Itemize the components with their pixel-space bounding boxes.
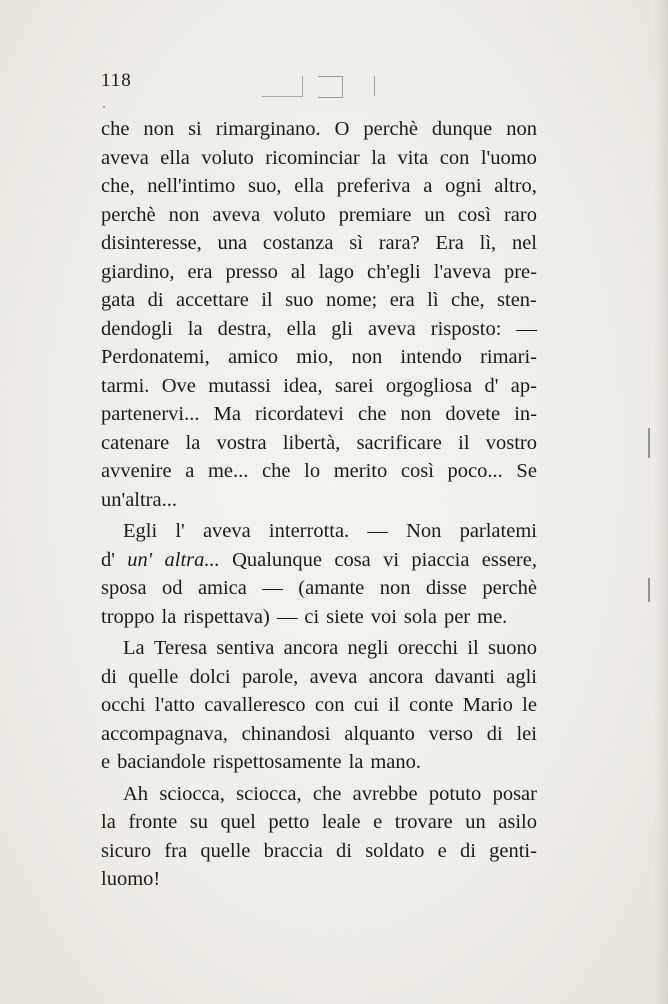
word: pre- bbox=[503, 260, 537, 283]
word: vostra bbox=[216, 431, 267, 454]
word: avrebbe bbox=[352, 782, 418, 805]
word: asilo bbox=[498, 811, 537, 833]
word: non bbox=[351, 346, 383, 368]
text-line bbox=[101, 837, 537, 866]
word: merito bbox=[333, 460, 388, 482]
word: quel bbox=[220, 811, 256, 833]
word: nome; bbox=[326, 289, 378, 311]
word: che, bbox=[101, 175, 135, 197]
word: vostro bbox=[485, 431, 537, 454]
word: che bbox=[312, 782, 342, 805]
word: e bbox=[373, 811, 383, 833]
word: un bbox=[424, 203, 445, 226]
word: dunque bbox=[431, 118, 493, 140]
page-edge-shadow bbox=[654, 0, 668, 1004]
word: Ma bbox=[213, 403, 241, 425]
word: giardino, bbox=[101, 260, 175, 283]
word: mano. bbox=[370, 751, 422, 773]
word: baciandole bbox=[117, 751, 206, 773]
word: mio, bbox=[296, 346, 334, 368]
word: fra bbox=[164, 839, 188, 862]
word: l' bbox=[175, 520, 185, 542]
text-line bbox=[101, 343, 537, 372]
body-text bbox=[101, 115, 537, 894]
word: la bbox=[371, 146, 387, 169]
word: ella bbox=[160, 146, 190, 169]
text-line bbox=[101, 486, 537, 515]
word: dolci bbox=[189, 665, 231, 688]
word: di bbox=[101, 665, 117, 688]
word: fronte bbox=[128, 811, 178, 833]
text-line bbox=[101, 144, 537, 173]
word: amico bbox=[227, 346, 279, 368]
text-line bbox=[101, 748, 537, 777]
word: partenervi... bbox=[101, 403, 200, 425]
text-line bbox=[101, 691, 537, 720]
word: l'atto bbox=[154, 694, 195, 716]
word: disinteresse, bbox=[101, 232, 202, 254]
text-line bbox=[101, 603, 537, 632]
word: vi bbox=[383, 548, 400, 571]
word: idea, bbox=[283, 374, 323, 397]
word: accompagnava, bbox=[101, 722, 228, 745]
word: a bbox=[423, 175, 433, 197]
text-line bbox=[101, 115, 537, 144]
word: un'altra... bbox=[101, 488, 177, 511]
word: premiare bbox=[338, 203, 412, 226]
text-line bbox=[101, 720, 537, 749]
word: Non bbox=[406, 520, 442, 542]
word: la bbox=[185, 431, 201, 454]
word: ella bbox=[286, 317, 317, 340]
word: chinandosi bbox=[241, 722, 331, 745]
paragraph bbox=[101, 780, 537, 894]
word: — bbox=[516, 317, 537, 340]
word: parlatemi bbox=[459, 520, 537, 542]
text-line bbox=[101, 517, 537, 546]
word: gata bbox=[101, 289, 136, 311]
word: piaccia bbox=[411, 548, 470, 571]
word: verso bbox=[428, 722, 473, 745]
word: lo bbox=[304, 460, 321, 482]
word: presso bbox=[225, 260, 278, 283]
word: di bbox=[336, 839, 352, 862]
word: me. bbox=[477, 605, 508, 628]
word: intendo bbox=[400, 346, 462, 368]
word: al bbox=[290, 260, 306, 283]
word: petto bbox=[268, 811, 310, 833]
text-line bbox=[101, 400, 537, 429]
word: ogni bbox=[445, 175, 482, 197]
word: d' bbox=[101, 548, 115, 571]
word: l'uomo bbox=[480, 146, 537, 169]
word: il bbox=[388, 694, 400, 716]
text-line bbox=[101, 663, 537, 692]
word: soldato bbox=[365, 839, 425, 862]
word: la bbox=[101, 811, 116, 833]
word: negli bbox=[347, 637, 389, 659]
word: che bbox=[357, 403, 387, 425]
word: che, bbox=[451, 289, 485, 311]
word: di bbox=[459, 839, 476, 862]
word: altro, bbox=[494, 175, 537, 197]
word: sola bbox=[403, 605, 437, 628]
word: sposa bbox=[101, 577, 147, 599]
word: nell'intimo bbox=[147, 175, 236, 197]
word: la bbox=[161, 605, 177, 628]
word: cui bbox=[353, 694, 379, 716]
word: orgogliosa bbox=[385, 374, 473, 397]
word: (amante bbox=[298, 577, 365, 599]
word: ancora bbox=[283, 637, 339, 659]
word: od bbox=[162, 577, 183, 599]
word: il bbox=[261, 289, 273, 311]
word: che bbox=[262, 460, 291, 482]
word: ricominciar bbox=[265, 146, 360, 169]
word: Se bbox=[516, 460, 537, 482]
word: cavalleresco bbox=[204, 694, 306, 716]
word: così bbox=[400, 460, 434, 482]
word: suo bbox=[285, 289, 314, 311]
word: posar bbox=[492, 782, 537, 805]
word: me... bbox=[207, 460, 249, 482]
word: O bbox=[334, 118, 350, 140]
word: altra... bbox=[164, 548, 220, 571]
word: Egli bbox=[123, 520, 158, 542]
word: — bbox=[367, 520, 388, 542]
word: rispettava) bbox=[183, 605, 270, 628]
word: disse bbox=[425, 577, 467, 599]
word: genti- bbox=[489, 839, 537, 862]
word: che bbox=[101, 118, 130, 140]
word: dendogli bbox=[101, 317, 173, 340]
word: lì, bbox=[479, 232, 497, 254]
word: il bbox=[458, 431, 470, 454]
word: quelle bbox=[200, 839, 251, 862]
word: alquanto bbox=[344, 722, 415, 745]
word: potuto bbox=[428, 782, 482, 805]
word: le bbox=[522, 694, 537, 716]
word: aveva bbox=[367, 317, 416, 340]
word: — bbox=[276, 605, 298, 628]
word: rara? bbox=[378, 232, 420, 254]
word: sicuro bbox=[101, 839, 152, 862]
word: ancora bbox=[368, 665, 424, 688]
word: per bbox=[443, 605, 471, 628]
page-number: 118 bbox=[101, 70, 132, 91]
text-line bbox=[101, 865, 537, 894]
word: si bbox=[188, 118, 202, 140]
word: Qualunque bbox=[232, 548, 323, 571]
word: era bbox=[187, 260, 213, 283]
text-line bbox=[101, 634, 537, 663]
word: perchè bbox=[101, 203, 156, 226]
word: braccia bbox=[263, 839, 323, 862]
word: ap- bbox=[510, 374, 537, 397]
text-line bbox=[101, 201, 537, 230]
word: a bbox=[185, 460, 195, 482]
text-line bbox=[101, 574, 537, 603]
word: sciocca, bbox=[236, 782, 302, 805]
word: — bbox=[262, 577, 283, 599]
word: rispettosamente bbox=[212, 751, 342, 773]
word: raro bbox=[503, 203, 537, 226]
word: costanza bbox=[262, 232, 334, 254]
word: così bbox=[457, 203, 491, 226]
word: ci bbox=[304, 605, 320, 628]
word: perchè bbox=[363, 118, 418, 140]
text-line bbox=[101, 229, 537, 258]
word: dovete bbox=[445, 403, 501, 425]
word: ch'egli bbox=[366, 260, 421, 283]
word: aveva bbox=[101, 146, 149, 169]
word: sarei bbox=[334, 374, 374, 397]
word: agli bbox=[506, 665, 537, 688]
word: luomo! bbox=[101, 868, 161, 890]
text-line bbox=[101, 429, 537, 458]
word: e bbox=[437, 839, 447, 862]
word: Ove bbox=[161, 374, 196, 397]
text-line bbox=[101, 286, 537, 315]
word: sì bbox=[349, 232, 363, 254]
word: lei bbox=[516, 722, 537, 745]
word: occhi bbox=[101, 694, 146, 716]
word: Perdonatemi, bbox=[101, 346, 210, 368]
word: un bbox=[465, 811, 486, 833]
text-line bbox=[101, 546, 537, 575]
word: orecchi bbox=[397, 637, 459, 659]
word: sciocca, bbox=[159, 782, 225, 805]
word: parole, bbox=[241, 665, 299, 688]
word: vita bbox=[397, 146, 429, 169]
paragraph bbox=[101, 115, 537, 514]
word: rimari- bbox=[480, 346, 537, 368]
word: una bbox=[217, 232, 248, 254]
word: di bbox=[147, 289, 164, 311]
word: trovare bbox=[394, 811, 453, 833]
word: Ah bbox=[123, 782, 149, 805]
word: libertà, bbox=[282, 431, 341, 454]
word: quelle bbox=[128, 665, 179, 688]
text-line bbox=[101, 172, 537, 201]
word: perchè bbox=[482, 577, 537, 599]
word: sacrificare bbox=[356, 431, 442, 454]
word: in- bbox=[514, 403, 537, 425]
word: ricordatevi bbox=[255, 403, 344, 425]
paragraph bbox=[101, 517, 537, 631]
word: amica bbox=[197, 577, 247, 599]
word: gli bbox=[331, 317, 353, 340]
page-edge-mark bbox=[648, 428, 650, 458]
text-line bbox=[101, 457, 537, 486]
word: cosa bbox=[334, 548, 371, 571]
text-line bbox=[101, 372, 537, 401]
word: mutassi bbox=[208, 374, 271, 397]
word: leale bbox=[321, 811, 361, 833]
word: d' bbox=[484, 374, 499, 397]
word: aveva bbox=[309, 665, 358, 688]
word: voluto bbox=[273, 203, 326, 226]
text-line bbox=[101, 808, 537, 837]
word: il bbox=[467, 637, 479, 659]
word: suono bbox=[488, 637, 537, 659]
word: risposto: bbox=[430, 317, 502, 340]
word: Mario bbox=[462, 694, 513, 716]
word: Teresa bbox=[153, 637, 208, 659]
word: conte bbox=[408, 694, 454, 716]
word: voi bbox=[370, 605, 397, 628]
word: nel bbox=[511, 232, 537, 254]
word: rimarginano. bbox=[215, 118, 321, 140]
word: catenare bbox=[101, 431, 170, 454]
word: sentiva bbox=[216, 637, 275, 659]
word: e bbox=[101, 751, 111, 773]
word: aveva bbox=[202, 520, 251, 542]
word: un' bbox=[127, 548, 153, 571]
word: l'aveva bbox=[433, 260, 491, 283]
word: poco... bbox=[447, 460, 503, 482]
word: la bbox=[187, 317, 203, 340]
word: sten- bbox=[497, 289, 537, 311]
word: accettare bbox=[175, 289, 249, 311]
word: lì bbox=[427, 289, 439, 311]
word: Era bbox=[435, 232, 464, 254]
word: non bbox=[379, 577, 411, 599]
word: troppo bbox=[101, 605, 155, 628]
word: suo, bbox=[247, 175, 282, 197]
word: La bbox=[123, 637, 145, 659]
header-bracket-mark bbox=[318, 76, 343, 98]
word: non bbox=[143, 118, 175, 140]
header-bracket-mark bbox=[366, 76, 375, 96]
word: siete bbox=[326, 605, 364, 628]
page-edge-mark bbox=[648, 578, 650, 602]
word: destra, bbox=[217, 317, 272, 340]
word: preferiva bbox=[336, 175, 411, 197]
ink-speck bbox=[103, 106, 105, 108]
word: aveva bbox=[212, 203, 261, 226]
word: di bbox=[486, 722, 503, 745]
word: essere, bbox=[481, 548, 537, 571]
paragraph bbox=[101, 634, 537, 777]
text-line bbox=[101, 315, 537, 344]
word: davanti bbox=[434, 665, 495, 688]
word: ella bbox=[294, 175, 324, 197]
word: con bbox=[314, 694, 345, 716]
word: non bbox=[400, 403, 432, 425]
header-bracket-mark bbox=[262, 76, 303, 97]
word: voluto bbox=[201, 146, 254, 169]
word: era bbox=[389, 289, 415, 311]
text-line bbox=[101, 780, 537, 809]
word: avvenire bbox=[101, 460, 172, 482]
word: con bbox=[439, 146, 470, 169]
word: su bbox=[189, 811, 209, 833]
word: tarmi. bbox=[101, 374, 150, 397]
word: non bbox=[168, 203, 200, 226]
word: interrotta. bbox=[268, 520, 350, 542]
word: non bbox=[506, 118, 537, 140]
word: lago bbox=[318, 260, 354, 283]
text-line bbox=[101, 258, 537, 287]
word: la bbox=[348, 751, 364, 773]
